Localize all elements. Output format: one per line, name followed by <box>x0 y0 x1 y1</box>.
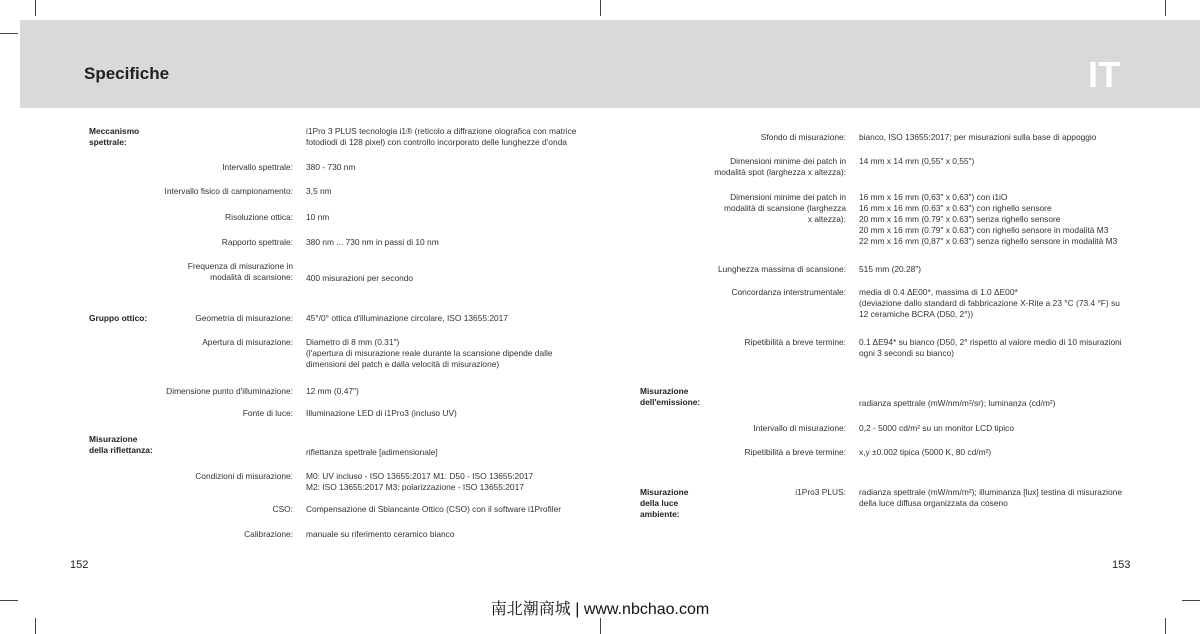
spec-label: Dimensioni minime dei patch in modalità di scansione (larghezza x altezza): <box>724 192 846 224</box>
crop-mark <box>0 33 18 34</box>
spec-row <box>0 447 1200 458</box>
spec-value: 16 mm x 16 mm (0,63" x 0,63") con i1iO 16 mm x 16 mm (0.63" x 0.63") con righello sensore 20 mm x 16 mm (0.79" x 0.63") senza righello sensore 20 mm x 16 mm (0.79" x 0.63") con righello sensore in modalità M3 22 mm x 16 mm (0,87" x 0.63") senza righello sensore in modalità M3 <box>859 192 1118 246</box>
crop-mark <box>600 0 601 16</box>
page-number-left: 152 <box>70 559 89 571</box>
spec-label: Intervallo di misurazione: <box>753 423 846 433</box>
crop-mark <box>600 618 601 634</box>
spec-value: 0,2 - 5000 cd/m² su un monitor LCD tipico <box>859 423 1015 433</box>
spec-value: 14 mm x 14 mm (0,55" x 0,55") <box>859 156 975 166</box>
crop-mark <box>1165 618 1166 634</box>
spec-label: Ripetibilità a breve termine: <box>744 447 846 457</box>
spec-label: Geometria di misurazione: <box>195 313 293 323</box>
spec-value: radianza spettrale (mW/nm/m²/sr); luminanza (cd/m²) <box>859 398 1056 408</box>
spec-value: riflettanza spettrale [adimensionale] <box>306 447 438 457</box>
spec-value: M0: UV incluso - ISO 13655:2017 M1: D50 - ISO 13655:2017 M2: ISO 13655:2017 M3: polarizzazione - ISO 13655:2017 <box>306 471 534 492</box>
spec-value: 400 misurazioni per secondo <box>306 273 414 283</box>
spec-value: 0.1 ΔE94* su bianco (D50, 2° rispetto al valore medio di 10 misurazioni ogni 3 secondi su bianco) <box>859 337 1122 358</box>
spec-value: i1Pro 3 PLUS tecnologia i1® (reticolo a diffrazione olografica con matrice fotodiodi di 128 pixel) con controllo incorporato delle lunghezze d'onda <box>306 126 577 147</box>
section-label: Misurazione della riflettanza: <box>89 434 153 455</box>
section-label: Misurazione dell'emissione: <box>640 386 701 407</box>
spec-value: 380 - 730 nm <box>306 162 356 172</box>
spec-value: 380 nm ... 730 nm in passi di 10 nm <box>306 237 439 247</box>
spec-value: bianco, ISO 13655:2017; per misurazioni sulla base di appoggio <box>859 132 1097 142</box>
spec-row <box>0 423 1200 434</box>
watermark: 南北潮商城 | www.nbchao.com <box>490 601 710 618</box>
spec-row <box>0 156 1200 177</box>
spec-label: Calibrazione: <box>244 529 293 539</box>
spec-label: Intervallo spettrale: <box>222 162 293 172</box>
spec-label: Frequenza di misurazione in modalità di scansione: <box>187 261 293 282</box>
spec-label: Fonte di luce: <box>242 408 293 418</box>
page-number-right: 153 <box>1112 559 1131 571</box>
spec-label: Rapporto spettrale: <box>221 237 293 247</box>
spec-value: 10 nm <box>306 212 330 222</box>
spec-label: Concordanza interstrumentale: <box>731 287 846 297</box>
spec-label: i1Pro3 PLUS: <box>795 487 846 497</box>
spec-label: Ripetibilità a breve termine: <box>744 337 846 347</box>
crop-mark <box>35 618 36 634</box>
spec-row <box>0 132 1200 143</box>
spec-label: Sfondo di misurazione: <box>760 132 846 142</box>
crop-mark <box>35 0 36 16</box>
spec-row <box>0 386 1200 408</box>
section-label: Misurazione della luce ambiente: <box>640 487 689 519</box>
spec-row <box>0 264 1200 275</box>
spec-value: Compensazione di Sbiancante Ottico (CSO) con il software i1Profiler <box>306 504 562 514</box>
spec-value: 3,5 nm <box>306 186 332 196</box>
spec-value: media di 0.4 ΔE00*, massima di 1.0 ΔE00* (deviazione dallo standard di fabbricazione X-Rite a 23 °C (73.4 °F) su 12 ceramiche BCRA (D50, 2°)) <box>859 287 1120 319</box>
spec-label: Dimensioni minime dei patch in modalità spot (larghezza x altezza): <box>714 156 846 177</box>
spec-label: Lunghezza massima di scansione: <box>717 264 846 274</box>
spec-value: Diametro di 8 mm (0.31") (l'apertura di misurazione reale durante la scansione dipende dalle dimensioni dei patch e dalla velocità di misurazione) <box>306 337 553 369</box>
spec-row <box>0 529 1200 540</box>
spec-value: manuale su riferimento ceramico bianco <box>306 529 455 539</box>
spec-label: Intervallo fisico di campionamento: <box>164 186 293 196</box>
spec-label: Risoluzione ottica: <box>225 212 293 222</box>
header-band <box>20 20 1200 108</box>
section-label: Gruppo ottico: <box>89 313 148 323</box>
spec-row <box>0 408 1200 419</box>
crop-mark <box>1165 0 1166 16</box>
spec-label: CSO: <box>272 504 293 514</box>
spec-value: Illuminazione LED di i1Pro3 (incluso UV) <box>306 408 457 418</box>
spec-value: 45°/0° ottica d'illuminazione circolare, ISO 13655:2017 <box>306 313 508 323</box>
spec-value: radianza spettrale (mW/nm/m²); illuminanza [lux] testina di misurazione della luce diffusa organizzata da coseno <box>859 487 1122 508</box>
spec-label: Condizioni di misurazione: <box>195 471 293 481</box>
page-title: Specifiche <box>84 64 170 83</box>
spec-value: x,y ±0.002 tipica (5000 K, 80 cd/m²) <box>859 447 992 457</box>
spec-label: Dimensione punto d'illuminazione: <box>166 386 293 396</box>
language-code: IT <box>1088 54 1120 95</box>
spec-value: 515 mm (20.28") <box>859 264 922 274</box>
section-label: Meccanismo spettrale: <box>89 126 140 147</box>
spec-value: 12 mm (0.47") <box>306 386 359 396</box>
spec-label: Apertura di misurazione: <box>202 337 293 347</box>
